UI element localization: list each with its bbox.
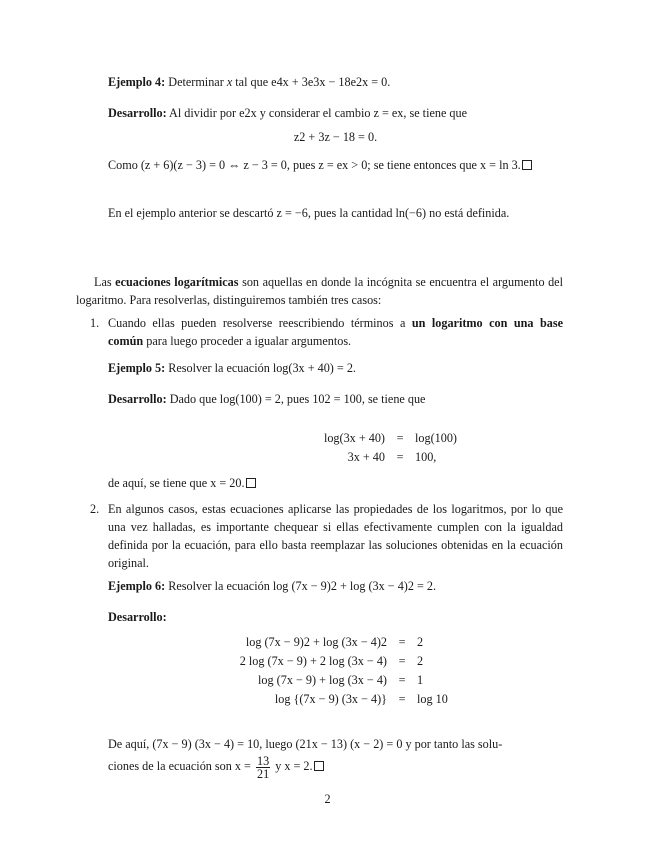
development-label: Desarrollo: xyxy=(108,106,167,120)
page-number: 2 xyxy=(324,792,331,806)
example-6-development-label: Desarrollo: xyxy=(108,610,167,624)
list-number-1: 1. xyxy=(90,316,100,330)
example-5-equation-array xyxy=(250,429,457,467)
example-6-statement: Ejemplo 6: Resolver la ecuación log (7x − 9)2 + log (3x − 4)2 = 2. xyxy=(108,579,437,593)
example-5-label: Ejemplo 5: xyxy=(108,361,166,375)
example-4-development: Desarrollo: Al dividir por e2x y considerar el cambio z = ex, se tiene que xyxy=(108,106,468,120)
example-6-conclusion-line-2: ciones de la ecuación son x = $\frac{13}{21}$ y x = 2. xyxy=(108,754,563,780)
fraction: $\frac{13}{21}$ xyxy=(256,753,270,781)
example-6-equation-array xyxy=(205,633,448,709)
example-6-conclusion-line-1: De aquí, (7x − 9) (3x − 4) = 10, luego (21x − 13) (x − 2) = 0 y por tanto las solu- xyxy=(108,737,503,751)
example-5-conclusion: de aquí, se tiene que x = 20. xyxy=(108,474,563,492)
example-4-label: Ejemplo 4: xyxy=(108,75,166,89)
qed-icon xyxy=(522,160,532,170)
display-equation-quadratic: z2 + 3z − 18 = 0. xyxy=(293,130,378,144)
qed-icon xyxy=(314,761,324,771)
equation-row: log(3x + 40) = log(100) xyxy=(323,431,457,445)
equation-row: 3x + 40 = 100, xyxy=(347,450,437,464)
list-number-2: 2. xyxy=(90,502,100,516)
example-4-note: En el ejemplo anterior se descartó z = −6, pues la cantidad ln(−6) no está definida. xyxy=(108,206,510,220)
intro-paragraph: Las ecuaciones logarítmicas son aquellas en donde la incógnita se encuentra el argumento del logaritmo. Para resolverlas, distinguiremos también tres casos: xyxy=(76,275,563,307)
example-6-label: Ejemplo 6: xyxy=(108,579,166,593)
equation-row: log (7x − 9) + log (3x − 4) = 1 xyxy=(258,673,424,687)
qed-icon xyxy=(246,478,256,488)
equation-row: 2 log (7x − 9) + 2 log (3x − 4) = 2 xyxy=(239,654,424,668)
list-item-1-text: Cuando ellas pueden resolverse reescribiendo términos a un logaritmo con una base común para luego proceder a igualar argumentos. xyxy=(108,316,563,348)
example-5-statement: Ejemplo 5: Resolver la ecuación log(3x + 40) = 2. xyxy=(108,361,356,375)
intro-bold-term: ecuaciones logarítmicas xyxy=(115,275,239,289)
equation-row: log {(7x − 9) (3x − 4)} = log 10 xyxy=(274,692,448,706)
example-4-equation: e4x + 3e3x − 18e2x = 0. xyxy=(271,75,391,89)
list-item-2-text: En algunos casos, estas ecuaciones aplicarse las propiedades de los logaritmos, por lo que una vez halladas, es importante chequear si ellas efectivamente cumplen con la igualdad definida por la ecuación, para ello basta reemplazar las soluciones obtenidas en la ecuación original. xyxy=(108,502,563,570)
example-5-development: Desarrollo: Dado que log(100) = 2, pues 102 = 100, se tiene que xyxy=(108,392,426,406)
equation-row: log (7x − 9)2 + log (3x − 4)2 = 2 xyxy=(245,635,424,649)
development-label: Desarrollo: xyxy=(108,392,167,406)
example-4-statement: Ejemplo 4: Determinar x tal que e4x + 3e3x − 18e2x = 0. xyxy=(108,75,391,89)
example-4-conclusion: Como (z + 6)(z − 3) = 0 ⇔ z − 3 = 0, pues z = ex > 0; se tiene entonces que x = ln 3. xyxy=(108,156,563,174)
